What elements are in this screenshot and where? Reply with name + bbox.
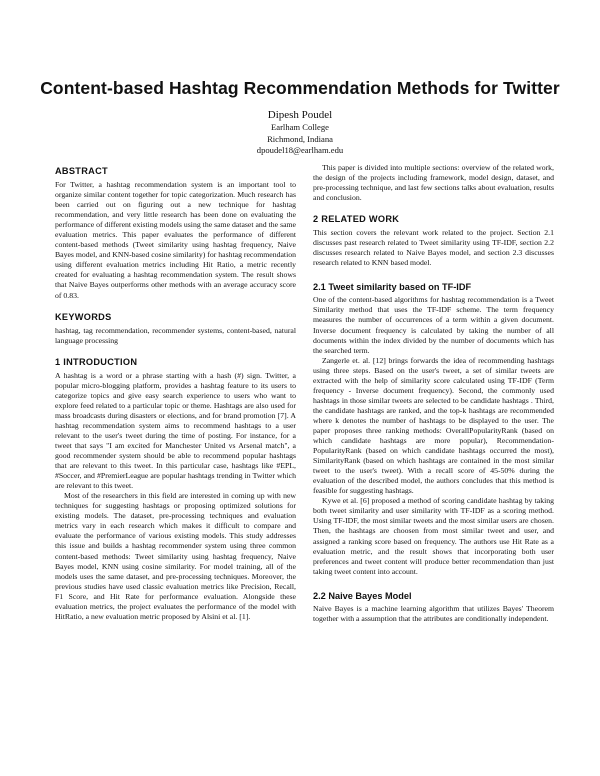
overview-paragraph: This paper is divided into multiple sections: overview of the related work, the design of the projects including framework, model design, dataset, and pre-processing technique, and last few sections talks about evaluation, results and conclusion. <box>313 163 554 203</box>
introduction-paragraph-2: Most of the researchers in this field are interested in coming up with new techniques for suggesting hashtags or proposing optimized solutions for existing models. The dataset, pre-processing techniques and evaluation metrics vary in each research which makes it difficult to compare and evaluate the performance of various existing models. This study addresses this issue and builds a hashtag recommender system using three common content-based methods: Tweet similarity using hashtag frequency, Naive Bayes model, KNN using cosine similarity. For model training, all of the models uses the same dataset, and pre-processing techniques. Moreover, the previous studies have used classic evaluation metrics like Precision, Recall, F1 Score, and Hit Rate for performance evaluation. Alongside these evaluation metrics, the project evaluates the performance of the model with HitRatio, a new evaluation metric proposed by Alsini et al. [1]. <box>55 491 296 621</box>
tfidf-paragraph-2: Zangerle et. al. [12] brings forwards the idea of recommending hashtags using three steps. Based on the user's tweet, a set of similar tweets are extracted with the help of similarity score calculated using TF-IDF (Term frequency - Inverse document frequency). Second, the commonly used hashtags in those similar tweets are selected to be candidate hashtags . Third, the candidate hashtags are ranked, and the top-k hashtags are recommended where k denotes the number of hashtags to be displayed to the user. The paper proposes three ranking methods: OverallPopularityRank (based on which candidate hashtags are more popular), Recommendation-PopularityRank (based on which candidate hashtags occurred the most), SimilarityRank (based on which hashtags are contained in the most similar tweet to the user's tweet). With a recall score of 45-50% during the evaluation of the described model, the authors concludes that this method is feasible for suggesting hashtags. <box>313 355 554 496</box>
tfidf-paragraph-3: Kywe et al. [6] proposed a method of scoring candidate hashtag by taking both tweet similarity and user similarity with TF-IDF as a scoring method. Using TF-IDF, the most similar tweets and the most similar users are chosen. Then, the hashtags are choosen from most similar tweet and user, and assigned a ranking score based on frequency. The authors use Hit Rate as a evaluation metric, and the result shows that incorporating both user preferences and tweet content will produce better recommendation than just taking tweet content into account. <box>313 496 554 576</box>
author-location: Richmond, Indiana <box>267 133 333 144</box>
tfidf-paragraph-1: One of the content-based algorithms for hashtag recommendation is a Tweet Similarity method that uses the TF-IDF scheme. The term frequency measures the number of occurrences of a term within a given document. Inverse document frequency is calculated by taking the number of all documents within the index divided by the number of documents which has the searched term. <box>313 295 554 355</box>
left-column <box>55 166 296 622</box>
abstract-heading: ABSTRACT <box>55 166 108 176</box>
author-name: Dipesh Poudel <box>267 109 333 121</box>
abstract-text: For Twitter, a hashtag recommendation system is an important tool to organize similar content together for topic categorization. Much research has been carried out on figuring out a new technique for hashtag recommendation, and very little research has been done on evaluating the performance of different existing models using the same dataset and the same evaluation metrics. This paper evaluates the performance of different content-based methods (Tweet similarity using hashtag frequency, Naive Bayes model, and KNN-based cosine similarity) for hashtag recommendation using different evaluation metrics including Hit Ratio, a metric recently created for evaluating a hashtag recommendation system. The result shows that Naive Bayes outperforms other methods with an average accuracy score of 0.83. <box>55 180 296 300</box>
related-work-heading: 2 RELATED WORK <box>313 214 400 225</box>
related-work-paragraph: This section covers the relevant work related to the project. Section 2.1 discusses past research related to Tweet similarity using TF-IDF, section 2.2 discusses research related to Naive Bayes model, and section 2.3 discusses research related to KNN based model. <box>313 228 554 268</box>
right-column <box>313 163 554 624</box>
introduction-paragraph-1: A hashtag is a word or a phrase starting with a hash (#) sign. Twitter, a popular micro-blogging platform, provides a hashtag feature to its users to categorize topics and give easy search experience to users who want to explore feed related to a particular topic or theme. Hashtags are also used for mass broadcasts during disasters or elections, and for brand promotion [7]. A hashtag recommendation system aims to recommend hashtags to a user relevant to the user's tweet during the time of posting. For instance, for a tweet that says "I am excited for Manchester United vs Arsenal match", a good recommender system should be able to recommend popular hashtags that are relevant to this tweet. In this particular case, hashtags like #EPL, #Soccer, and #PremierLeague are popular hashtags trending in Twitter which are relevant to this tweet. <box>55 370 296 491</box>
author-email: dpoudel18@earlham.edu <box>256 145 344 155</box>
naive-bayes-heading: 2.2 Naive Bayes Model <box>313 590 412 601</box>
paper-title: Content-based Hashtag Recommendation Methods for Twitter <box>40 78 560 98</box>
author-block <box>0 108 600 157</box>
keywords-text: hashtag, tag recommendation, recommender systems, content-based, natural language processing <box>55 325 296 345</box>
tfidf-heading: 2.1 Tweet similarity based on TF-IDF <box>313 282 472 293</box>
author-institution: Earlham College <box>271 122 329 132</box>
keywords-heading: KEYWORDS <box>55 311 112 322</box>
naive-bayes-paragraph: Naive Bayes is a machine learning algorithm that utilizes Bayes' Theorem together with a assumption that the attributes are conditionally independent. <box>313 603 554 623</box>
introduction-heading: 1 INTRODUCTION <box>55 356 138 367</box>
